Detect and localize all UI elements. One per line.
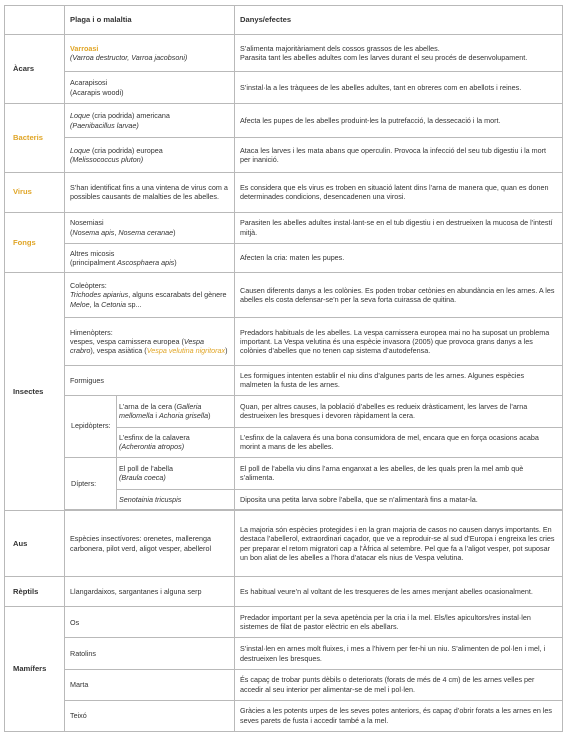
effect-reptils: Es habitual veure’n al voltant de les tresqueres de les arnes menjant abelles ocasionalment. bbox=[235, 577, 563, 607]
group-lepidopters: Lepidòpters: bbox=[65, 395, 117, 457]
effect-ratolins: S’instal·len en arnes molt fluixes, i mes a l’hivern per fer-hi un niu. S’alimenten de pol·len i mel, i destrueixen les bresques. bbox=[235, 638, 563, 669]
effect-formigues: Les formigues intenten establir el niu dins d’algunes parts de les arnes. Algunes espècies malmeten la fusta de les arnes. bbox=[235, 366, 563, 395]
pest-nosemiasi: Nosemiasi (Nosema apis, Nosema ceranae) bbox=[65, 212, 235, 243]
table-row bbox=[5, 577, 563, 607]
group-dipters: Dípters: bbox=[65, 457, 117, 509]
pest-acarapisosi: Acarapisosi (Acarapis woodi) bbox=[65, 72, 235, 104]
pest-reptils: Llangardaixos, sargantanes i alguna serp bbox=[65, 577, 235, 607]
category-virus: Virus bbox=[5, 172, 65, 212]
effect-loque-americana: Afecta les pupes de les abelles produint-les la putrefacció, la dessecació i la mort. bbox=[235, 104, 563, 138]
pest-loque-europea: Loque (cria podrida) europea (Melissococcus pluton) bbox=[65, 138, 235, 172]
pest-loque-americana: Loque (cria podrida) americana (Paenibacillus larvae) bbox=[65, 104, 235, 138]
effect-aus: La majoria són espècies protegides i en la gran majoria de casos no causen danys importants. En destaca l’abellerol, extraordinari caçador, que ve a reproduir-se al sud d’Europa i engreixa les cries per preparar el retorn migratori cap a l’Àfrica al setembre. Pel que fa a l’aligot vesper, pot suposar un bon aliat de les abelles a l’hora d’atacar els nius de Vespa velutina. bbox=[235, 510, 563, 576]
table-row bbox=[5, 138, 563, 172]
table-row bbox=[5, 104, 563, 138]
pest-virus: S’han identificat fins a una vintena de virus com a possibles causants de malalties de les abelles. bbox=[65, 172, 235, 212]
table-header-row bbox=[5, 6, 563, 35]
table-row bbox=[5, 669, 563, 700]
effect-altres-micosis: Afecten la cria: maten les pupes. bbox=[235, 243, 563, 272]
pest-esfinx-calavera: L’esfinx de la calavera (Acherontia atropos) bbox=[117, 427, 235, 457]
category-acars: Àcars bbox=[5, 35, 65, 104]
effect-coleopters: Causen diferents danys a les colònies. Es poden trobar cetònies en abundància en les arnes. A les abelles els costa defensar-se’n per la seva forta cuirassa de quitina. bbox=[235, 272, 563, 317]
effect-os: Predador important per la seva apetència per la cria i la mel. Els/les apicultors/res instal·len sistemes de filat de pastor elèctric en els abellars. bbox=[235, 607, 563, 638]
effect-teixo: Gràcies a les potents urpes de les seves potes anteriors, és capaç d’obrir forats a les arnes en les seves parets de fusta i accedir també a la mel. bbox=[235, 700, 563, 731]
pest-marta: Marta bbox=[65, 669, 235, 700]
category-bacteris: Bacteris bbox=[5, 104, 65, 172]
table-row bbox=[5, 638, 563, 669]
effect-esfinx-calavera: L’esfinx de la calavera és una bona consumidora de mel, encara que en força ocasions acaba morint a mans de les abelles. bbox=[235, 427, 563, 457]
table-row bbox=[5, 457, 563, 489]
pest-poll-abella: El poll de l’abella (Braula coeca) bbox=[117, 457, 235, 489]
table-row bbox=[5, 243, 563, 272]
header-pest: Plaga i o malaltia bbox=[65, 6, 235, 35]
table-row bbox=[5, 510, 563, 576]
table-row bbox=[5, 700, 563, 731]
pest-teixo: Teixó bbox=[65, 700, 235, 731]
category-fongs: Fongs bbox=[5, 212, 65, 272]
pest-ratolins: Ratolins bbox=[65, 638, 235, 669]
effect-nosemiasi: Parasiten les abelles adultes instal·lant-se en el tub digestiu i en destrueixen la mucosa de l’intestí mitjà. bbox=[235, 212, 563, 243]
effect-acarapisosi: S’instal·la a les tràquees de les abelles adultes, tant en obreres com en abellots i reines. bbox=[235, 72, 563, 104]
pest-himenopters: Himenòpters: vespes, vespa carnissera europea (Vespa crabro), vespa asiàtica (Vespa velutina nigritorax) bbox=[65, 318, 235, 366]
effect-arna-cera: Quan, per altres causes, la població d’abelles es redueix dràsticament, les larves de l’arna destrueixen les bresques i devoren ràpidament la cera. bbox=[235, 395, 563, 427]
effect-loque-europea: Ataca les larves i les mata abans que operculin. Provoca la infecció del seu tub digestiu i la mort per inanició. bbox=[235, 138, 563, 172]
table-row bbox=[5, 395, 563, 427]
effect-himenopters: Predadors habituals de les abelles. La vespa carnissera europea mai no ha suposat un problema important. La Vespa velutina és una espècie invasora (2005) que provoca grans danys a les colònies d’abelles que no tenen cap sistema d’autodefensa. bbox=[235, 318, 563, 366]
category-mamifers: Mamífers bbox=[5, 607, 65, 732]
table-row bbox=[5, 318, 563, 366]
pest-arna-cera: L’arna de la cera (Galleria mellomella i Achoria grisella) bbox=[117, 395, 235, 427]
pest-altres-micosis: Altres micosis (principalment Ascosphaera apis) bbox=[65, 243, 235, 272]
category-aus: Aus bbox=[5, 510, 65, 576]
pest-aus: Espècies insectívores: orenetes, mallerenga carbonera, pilot verd, aligot vesper, abellerol bbox=[65, 510, 235, 576]
table-row bbox=[5, 366, 563, 395]
table-row bbox=[5, 607, 563, 638]
pest-formigues: Formigues bbox=[65, 366, 235, 395]
pest-coleopters: Coleòpters: Trichodes apiarius, alguns escarabats del gènere Meloe, la Cetonia sp... bbox=[65, 272, 235, 317]
table-row bbox=[5, 272, 563, 317]
pest-disease-table bbox=[4, 5, 563, 732]
header-damage: Danys/efectes bbox=[235, 6, 563, 35]
effect-senotainia: Diposita una petita larva sobre l’abella, que se n’alimentarà fins a matar-la. bbox=[235, 489, 563, 509]
category-insectes: Insectes bbox=[5, 272, 65, 510]
effect-varroasi: S’alimenta majoritàriament dels cossos grassos de les abelles. Parasita tant les abelles adultes com les larves durant el seu procés de desenvolupament. bbox=[235, 35, 563, 72]
table-row bbox=[5, 35, 563, 72]
table-row bbox=[5, 72, 563, 104]
pest-os: Os bbox=[65, 607, 235, 638]
table-row bbox=[5, 172, 563, 212]
effect-marta: És capaç de trobar punts dèbils o deteriorats (forats de més de 4 cm) de les arnes velles per accedir al seu interior per alimentar-se de mel i pol·len. bbox=[235, 669, 563, 700]
pest-varroasi: Varroasi (Varroa destructor, Varroa jacobsoni) bbox=[65, 35, 235, 72]
table-row bbox=[5, 212, 563, 243]
effect-virus: Es considera que els virus es troben en situació latent dins l’arna de manera que, quan es donen determinades condicions, desencadenen una virosi. bbox=[235, 172, 563, 212]
category-reptils: Rèptils bbox=[5, 577, 65, 607]
effect-poll-abella: El poll de l’abella viu dins l’arna enganxat a les abelles, de les quals pren la mel amb què s’alimenta. bbox=[235, 457, 563, 489]
pest-senotainia: Senotainia tricuspis bbox=[117, 489, 235, 509]
